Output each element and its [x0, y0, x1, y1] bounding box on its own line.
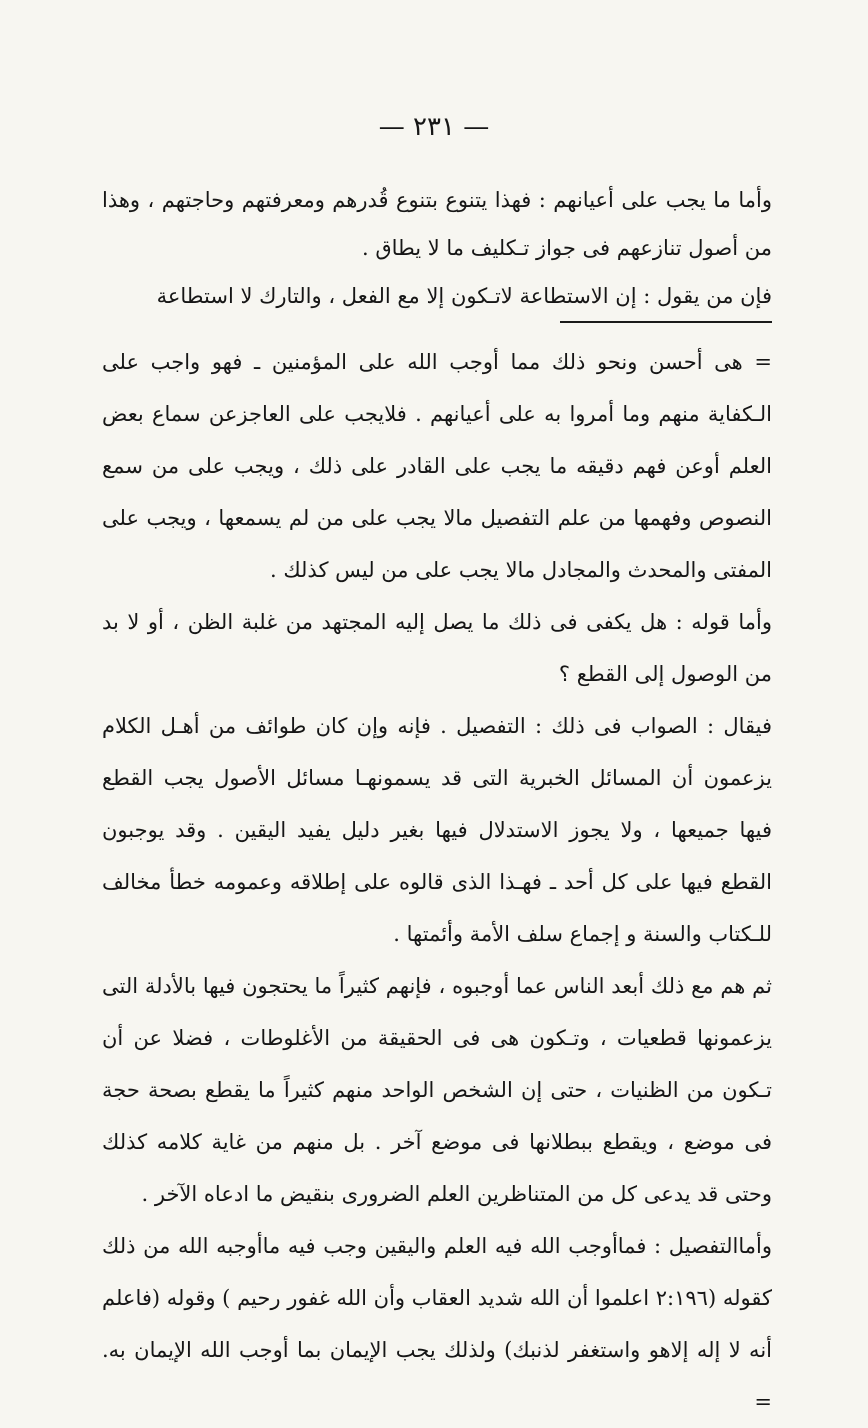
footnote-paragraph: ثم هم مع ذلك أبعد الناس عما أوجبوه ، فإنهم كثيراً ما يحتجون فيها بالأدلة التى يزعمونها قطعيات ، وتـكون هى فى الحقيقة من الأغلوطات ، فضلا عن أن تـكون من الظنيات ، حتى إن الشخص الواحد منهم كثيراً ما يقطع بصحة حجة فى موضع ، ويقطع ببطلانها فى موضع آخر . بل منهم من غاية كلامه كذلك وحتى قد يدعى كل من المتناظرين العلم الضرورى بنقيض ما ادعاه الآخر .: [102, 974, 772, 1206]
footnote-paragraph: وأماالتفصيل : فماأوجب الله فيه العلم واليقين وجب فيه ماأوجبه الله من ذلك كقوله (٢:١٩٦ اعلموا أن الله شديد العقاب وأن الله غفور رحيم ) وقوله (فاعلم أنه لا إله إلاهو واستغفر لذنبك) ولذلك يجب الإيمان بما أوجب الله الإيمان به. =: [102, 1234, 772, 1414]
footnote-paragraph: = هى أحسن ونحو ذلك مما أوجب الله على المؤمنين ـ فهو واجب على الـكفاية منهم وما أمروا به على أعيانهم . فلايجب على العاجزعن سماع بعض العلم أوعن فهم دقيقه ما يجب على القادر على ذلك ، ويجب على من سمع النصوص وفهمها من علم التفصيل مالا يجب على من لم يسمعها ، ويجب على المفتى والمحدث والمجادل مالا يجب على من ليس كذلك .: [102, 350, 772, 582]
footnote-paragraph: فيقال : الصواب فى ذلك : التفصيل . فإنه وإن كان طوائف من أهـل الكلام يزعمون أن المسائل الخبرية التى قد يسمونهـا مسائل الأصول يجب القطع فيها جميعها ، ولا يجوز الاستدلال فيها بغير دليل يفيد اليقين . وقد يوجبون القطع فيها على كل أحد ـ فهـذا الذى قالوه على إطلاقه وعمومه خطأ مخالف للـكتاب والسنة و إجماع سلف الأمة وأئمتها .: [102, 714, 772, 946]
page-number: — ٢٣١ —: [378, 112, 490, 142]
footnote-separator: [560, 321, 772, 323]
main-paragraph: وأما ما يجب على أعيانهم : فهذا يتنوع بتنوع قُدرهم ومعرفتهم وحاجتهم ، وهذا من أصول تنازعهم فى جواز تـكليف ما لا يطاق .: [102, 188, 772, 260]
main-paragraph: فإن من يقول : إن الاستطاعة لاتـكون إلا مع الفعل ، والتارك لا استطاعة: [156, 284, 772, 308]
footnote-paragraph: وأما قوله : هل يكفى فى ذلك ما يصل إليه المجتهد من غلبة الظن ، أو لا بد من الوصول إلى القطع ؟: [102, 610, 772, 686]
footnote-text: [102, 336, 772, 1428]
main-text: [102, 176, 772, 320]
